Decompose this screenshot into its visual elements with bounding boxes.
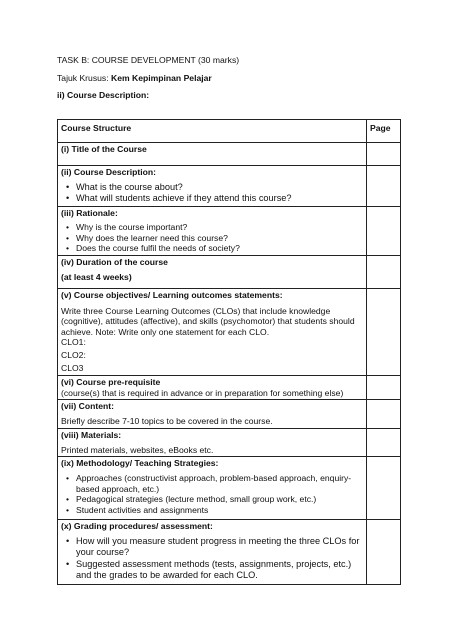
objectives-title: (v) Course objectives/ Learning outcomes statements: [61, 289, 283, 300]
methodology-list [61, 473, 363, 515]
rationale-cell [58, 206, 367, 255]
table-row [58, 400, 401, 429]
page-cell [367, 255, 401, 288]
grading-title: (x) Grading procedures/ assessment: [61, 521, 213, 532]
table-row [58, 143, 401, 166]
course-structure-label: Course Structure [61, 123, 132, 133]
objectives-text: Write three Course Learning Outcomes (CLOs) that include knowledge (cognitive), attitudes (affective), and skills (psychomotor) that students should achieve. Note: Write only one statement for each CLO. [61, 305, 355, 337]
task-heading: TASK B: COURSE DEVELOPMENT (30 marks) [57, 55, 240, 65]
page-cell [367, 166, 401, 207]
clo-2: CLO2: [61, 349, 86, 360]
clo-1: CLO1: [61, 337, 86, 348]
page-cell [367, 288, 401, 375]
page-cell [367, 375, 401, 399]
grading-list [61, 536, 363, 582]
prerequisite-cell [58, 375, 367, 399]
list-item: • Approaches (constructivist approach, problem-based approach, enquiry-based approach, etc.) [76, 473, 363, 494]
course-description-cell [58, 166, 367, 207]
page-cell [367, 520, 401, 585]
clo-3: CLO3 [61, 362, 84, 373]
prerequisite-title: (vi) Course pre-requisite [61, 376, 161, 387]
table-row [58, 457, 401, 520]
page-cell [367, 429, 401, 457]
duration-subtitle: (at least 4 weeks) [61, 271, 132, 282]
duration-title: (iv) Duration of the course [61, 256, 168, 267]
course-structure-table [57, 119, 401, 585]
table-row [58, 166, 401, 207]
title-of-course-label: (i) Title of the Course [61, 144, 147, 154]
methodology-title: (ix) Methodology/ Teaching Strategies: [61, 458, 219, 469]
table-row [58, 429, 401, 457]
list-item: • Student activities and assignments [76, 505, 363, 516]
materials-title: (viii) Materials: [61, 430, 122, 441]
table-row [58, 520, 401, 585]
rationale-list [61, 222, 363, 254]
page-header [367, 120, 401, 143]
title-of-course-cell [58, 143, 367, 166]
list-item: • Pedagogical strategies (lecture method, small group work, etc.) [76, 494, 363, 505]
page-cell [367, 206, 401, 255]
methodology-cell [58, 457, 367, 520]
course-description-list [61, 182, 363, 205]
list-item: • What will students achieve if they attend this course? [76, 193, 363, 205]
page-cell [367, 400, 401, 429]
tajuk-value: Kem Kepimpinan Pelajar [110, 73, 212, 83]
grading-cell [58, 520, 367, 585]
page-label: Page [370, 123, 391, 133]
materials-text: Printed materials, websites, eBooks etc. [61, 444, 214, 455]
objectives-cell [58, 288, 367, 375]
course-title-line [57, 73, 212, 83]
duration-cell [58, 255, 367, 288]
list-item: • Suggested assessment methods (tests, assignments, projects, etc.) and the grades to be awarded for each CLO. [76, 559, 363, 582]
list-item: • Why does the learner need this course? [76, 233, 363, 244]
table-row [58, 206, 401, 255]
list-item: • How will you measure student progress in meeting the three CLOs for your course? [76, 536, 363, 559]
tajuk-label: Tajuk Krusus: [57, 73, 111, 83]
course-description-title: (ii) Course Description: [61, 167, 157, 177]
content-cell [58, 400, 367, 429]
list-item: • What is the course about? [76, 182, 363, 194]
content-text: Briefly describe 7-10 topics to be covered in the course. [61, 415, 273, 426]
course-structure-header [58, 120, 367, 143]
section-heading: ii) Course Description: [57, 90, 150, 100]
table-row [58, 288, 401, 375]
page-cell [367, 143, 401, 166]
table-header-row [58, 120, 401, 143]
page-cell [367, 457, 401, 520]
rationale-title: (iii) Rationale: [61, 207, 118, 218]
list-item: • Why is the course important? [76, 222, 363, 233]
table-row [58, 375, 401, 399]
prerequisite-text: (course(s) that is required in advance or in preparation for something else) [61, 387, 344, 398]
table-row [58, 255, 401, 288]
list-item: • Does the course fulfil the needs of society? [76, 243, 363, 254]
content-title: (vii) Content: [61, 401, 114, 412]
materials-cell [58, 429, 367, 457]
